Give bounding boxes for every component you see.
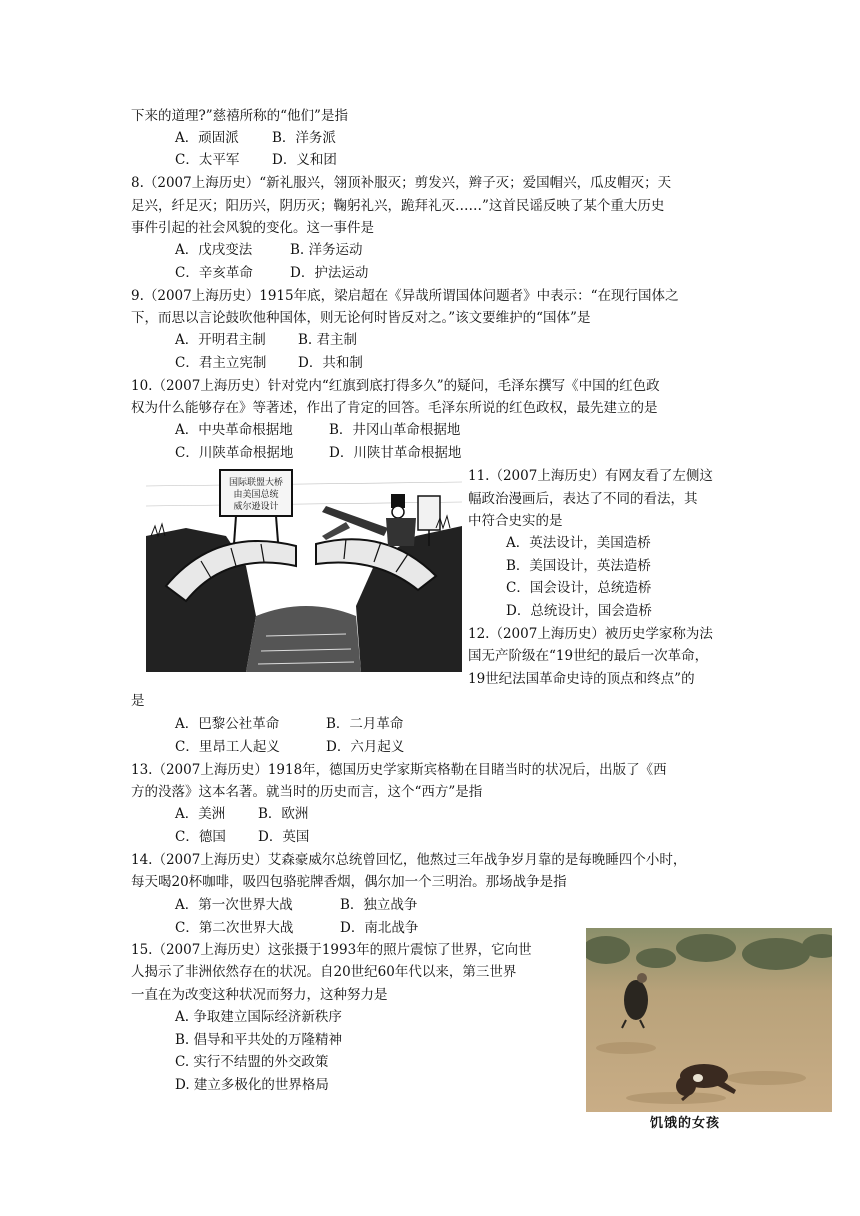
q10-option-d[interactable]: D．川陕甘革命根据地 bbox=[329, 445, 462, 461]
q10-option-c[interactable]: C．川陕革命根据地 bbox=[175, 445, 294, 461]
q15-stem-line: 15.（2007上海历史）这张摄于1993年的照片震惊了世界，它向世 bbox=[131, 942, 532, 958]
q11-stem-line: 幅政治漫画后，表达了不同的看法，其 bbox=[468, 491, 698, 507]
q11-option-b[interactable]: B．美国设计，英法造桥 bbox=[506, 558, 651, 574]
q11-option-d[interactable]: D．总统设计，国会造桥 bbox=[506, 603, 652, 619]
q12-option-b[interactable]: B．二月革命 bbox=[326, 716, 404, 732]
q7-option-c[interactable]: C．太平军 bbox=[175, 152, 240, 168]
q15-stem-line: 一直在为改变这种状况而努力，这种努力是 bbox=[131, 987, 388, 1003]
q9-stem-line: 下，而思以言论鼓吹他种国体，则无论何时皆反对之。”该文要维护的“国体”是 bbox=[131, 310, 591, 326]
q7-option-d[interactable]: D．义和团 bbox=[272, 152, 337, 168]
q12-stem-line: 国无产阶级在“19世纪的最后一次革命， bbox=[468, 648, 709, 664]
q11-option-a[interactable]: A．英法设计，美国造桥 bbox=[506, 535, 651, 551]
q13-stem-line: 13.（2007上海历史）1918年，德国历史学家斯宾格勒在目睹当时的状况后，出版了《西 bbox=[131, 762, 667, 778]
q14-option-b[interactable]: B．独立战争 bbox=[340, 897, 418, 913]
q13-stem-line: 方的没落》这本名著。就当时的历史而言，这个“西方”是指 bbox=[131, 784, 483, 800]
q12-option-c[interactable]: C．里昂工人起义 bbox=[175, 739, 280, 755]
q12-option-a[interactable]: A．巴黎公社革命 bbox=[175, 716, 280, 732]
q11-stem-line: 11.（2007上海历史）有网友看了左侧这 bbox=[468, 468, 713, 484]
q9-option-a[interactable]: A．开明君主制 bbox=[175, 332, 266, 348]
q8-option-a[interactable]: A．戊戌变法 bbox=[175, 242, 253, 258]
q8-option-c[interactable]: C．辛亥革命 bbox=[175, 265, 253, 281]
q8-stem-line: 事件引起的社会风貌的变化。这一事件是 bbox=[131, 220, 374, 236]
q14-option-d[interactable]: D．南北战争 bbox=[340, 920, 419, 936]
cartoon-sign-text: 国际联盟大桥 bbox=[228, 478, 284, 488]
q11-stem-line: 中符合史实的是 bbox=[468, 513, 563, 529]
q14-option-a[interactable]: A．第一次世界大战 bbox=[175, 897, 293, 913]
q7-option-a[interactable]: A．顽固派 bbox=[175, 130, 239, 146]
q15-option-c[interactable]: C. 实行不结盟的外交政策 bbox=[175, 1054, 329, 1070]
svg-text:威尔逊设计: 威尔逊设计 bbox=[233, 502, 279, 512]
q7-stem-tail: 下来的道理?”慈禧所称的“他们”是指 bbox=[131, 108, 348, 124]
svg-text:由美国总统: 由美国总统 bbox=[233, 490, 279, 500]
photo-caption: 饥饿的女孩 bbox=[650, 1116, 721, 1131]
q10-option-a[interactable]: A．中央革命根据地 bbox=[175, 422, 293, 438]
q7-option-b[interactable]: B．洋务派 bbox=[272, 130, 336, 146]
q13-option-b[interactable]: B．欧洲 bbox=[258, 806, 309, 822]
q12-stem-line: 19世纪法国革命史诗的顶点和终点”的 bbox=[468, 671, 695, 687]
q13-option-c[interactable]: C．德国 bbox=[175, 829, 226, 845]
q8-option-d[interactable]: D．护法运动 bbox=[290, 265, 369, 281]
q14-stem-line: 每天喝20杯咖啡，吸四包骆驼牌香烟，偶尔加一个三明治。那场战争是指 bbox=[131, 874, 567, 890]
q15-option-b[interactable]: B. 倡导和平共处的万隆精神 bbox=[175, 1032, 343, 1048]
q8-stem-line: 8.（2007上海历史）“新礼服兴，翎顶补服灭；剪发兴，辫子灭；爱国帽兴，瓜皮帽灭；天 bbox=[131, 175, 672, 191]
q12-stem-line: 是 bbox=[131, 693, 145, 709]
q15-option-d[interactable]: D. 建立多极化的世界格局 bbox=[175, 1077, 329, 1093]
q8-option-b[interactable]: B. 洋务运动 bbox=[290, 242, 363, 258]
q10-stem-line: 10.（2007上海历史）针对党内“红旗到底打得多久”的疑问，毛泽东撰写《中国的红色政 bbox=[131, 378, 660, 394]
q10-stem-line: 权为什么能够存在》等著述，作出了肯定的回答。毛泽东所说的红色政权，最先建立的是 bbox=[131, 400, 658, 416]
q12-stem-line: 12.（2007上海历史）被历史学家称为法 bbox=[468, 626, 713, 642]
q13-option-d[interactable]: D．英国 bbox=[258, 829, 310, 845]
q14-stem-line: 14.（2007上海历史）艾森豪威尔总统曾回忆，他熬过三年战争岁月靠的是每晚睡四个小时， bbox=[131, 852, 687, 868]
q12-option-d[interactable]: D．六月起义 bbox=[326, 739, 405, 755]
political-cartoon-image bbox=[146, 466, 462, 672]
q15-stem-line: 人揭示了非洲依然存在的状况。自20世纪60年代以来，第三世界 bbox=[131, 964, 517, 980]
q11-option-c[interactable]: C．国会设计，总统造桥 bbox=[506, 580, 652, 596]
q9-option-d[interactable]: D．共和制 bbox=[298, 355, 363, 371]
q9-stem-line: 9.（2007上海历史）1915年底，梁启超在《异哉所谓国体问题者》中表示：“在现行国体之 bbox=[131, 288, 679, 304]
q10-option-b[interactable]: B．井冈山革命根据地 bbox=[329, 422, 461, 438]
starving-girl-photo bbox=[586, 928, 832, 1112]
q14-option-c[interactable]: C．第二次世界大战 bbox=[175, 920, 294, 936]
q15-option-a[interactable]: A. 争取建立国际经济新秩序 bbox=[175, 1009, 342, 1025]
q9-option-b[interactable]: B. 君主制 bbox=[298, 332, 358, 348]
q13-option-a[interactable]: A．美洲 bbox=[175, 806, 226, 822]
q8-stem-line: 足兴，纤足灭；阳历兴，阴历灭；鞠躬礼兴，跪拜礼灭……”这首民谣反映了某个重大历史 bbox=[131, 198, 665, 214]
q9-option-c[interactable]: C．君主立宪制 bbox=[175, 355, 267, 371]
